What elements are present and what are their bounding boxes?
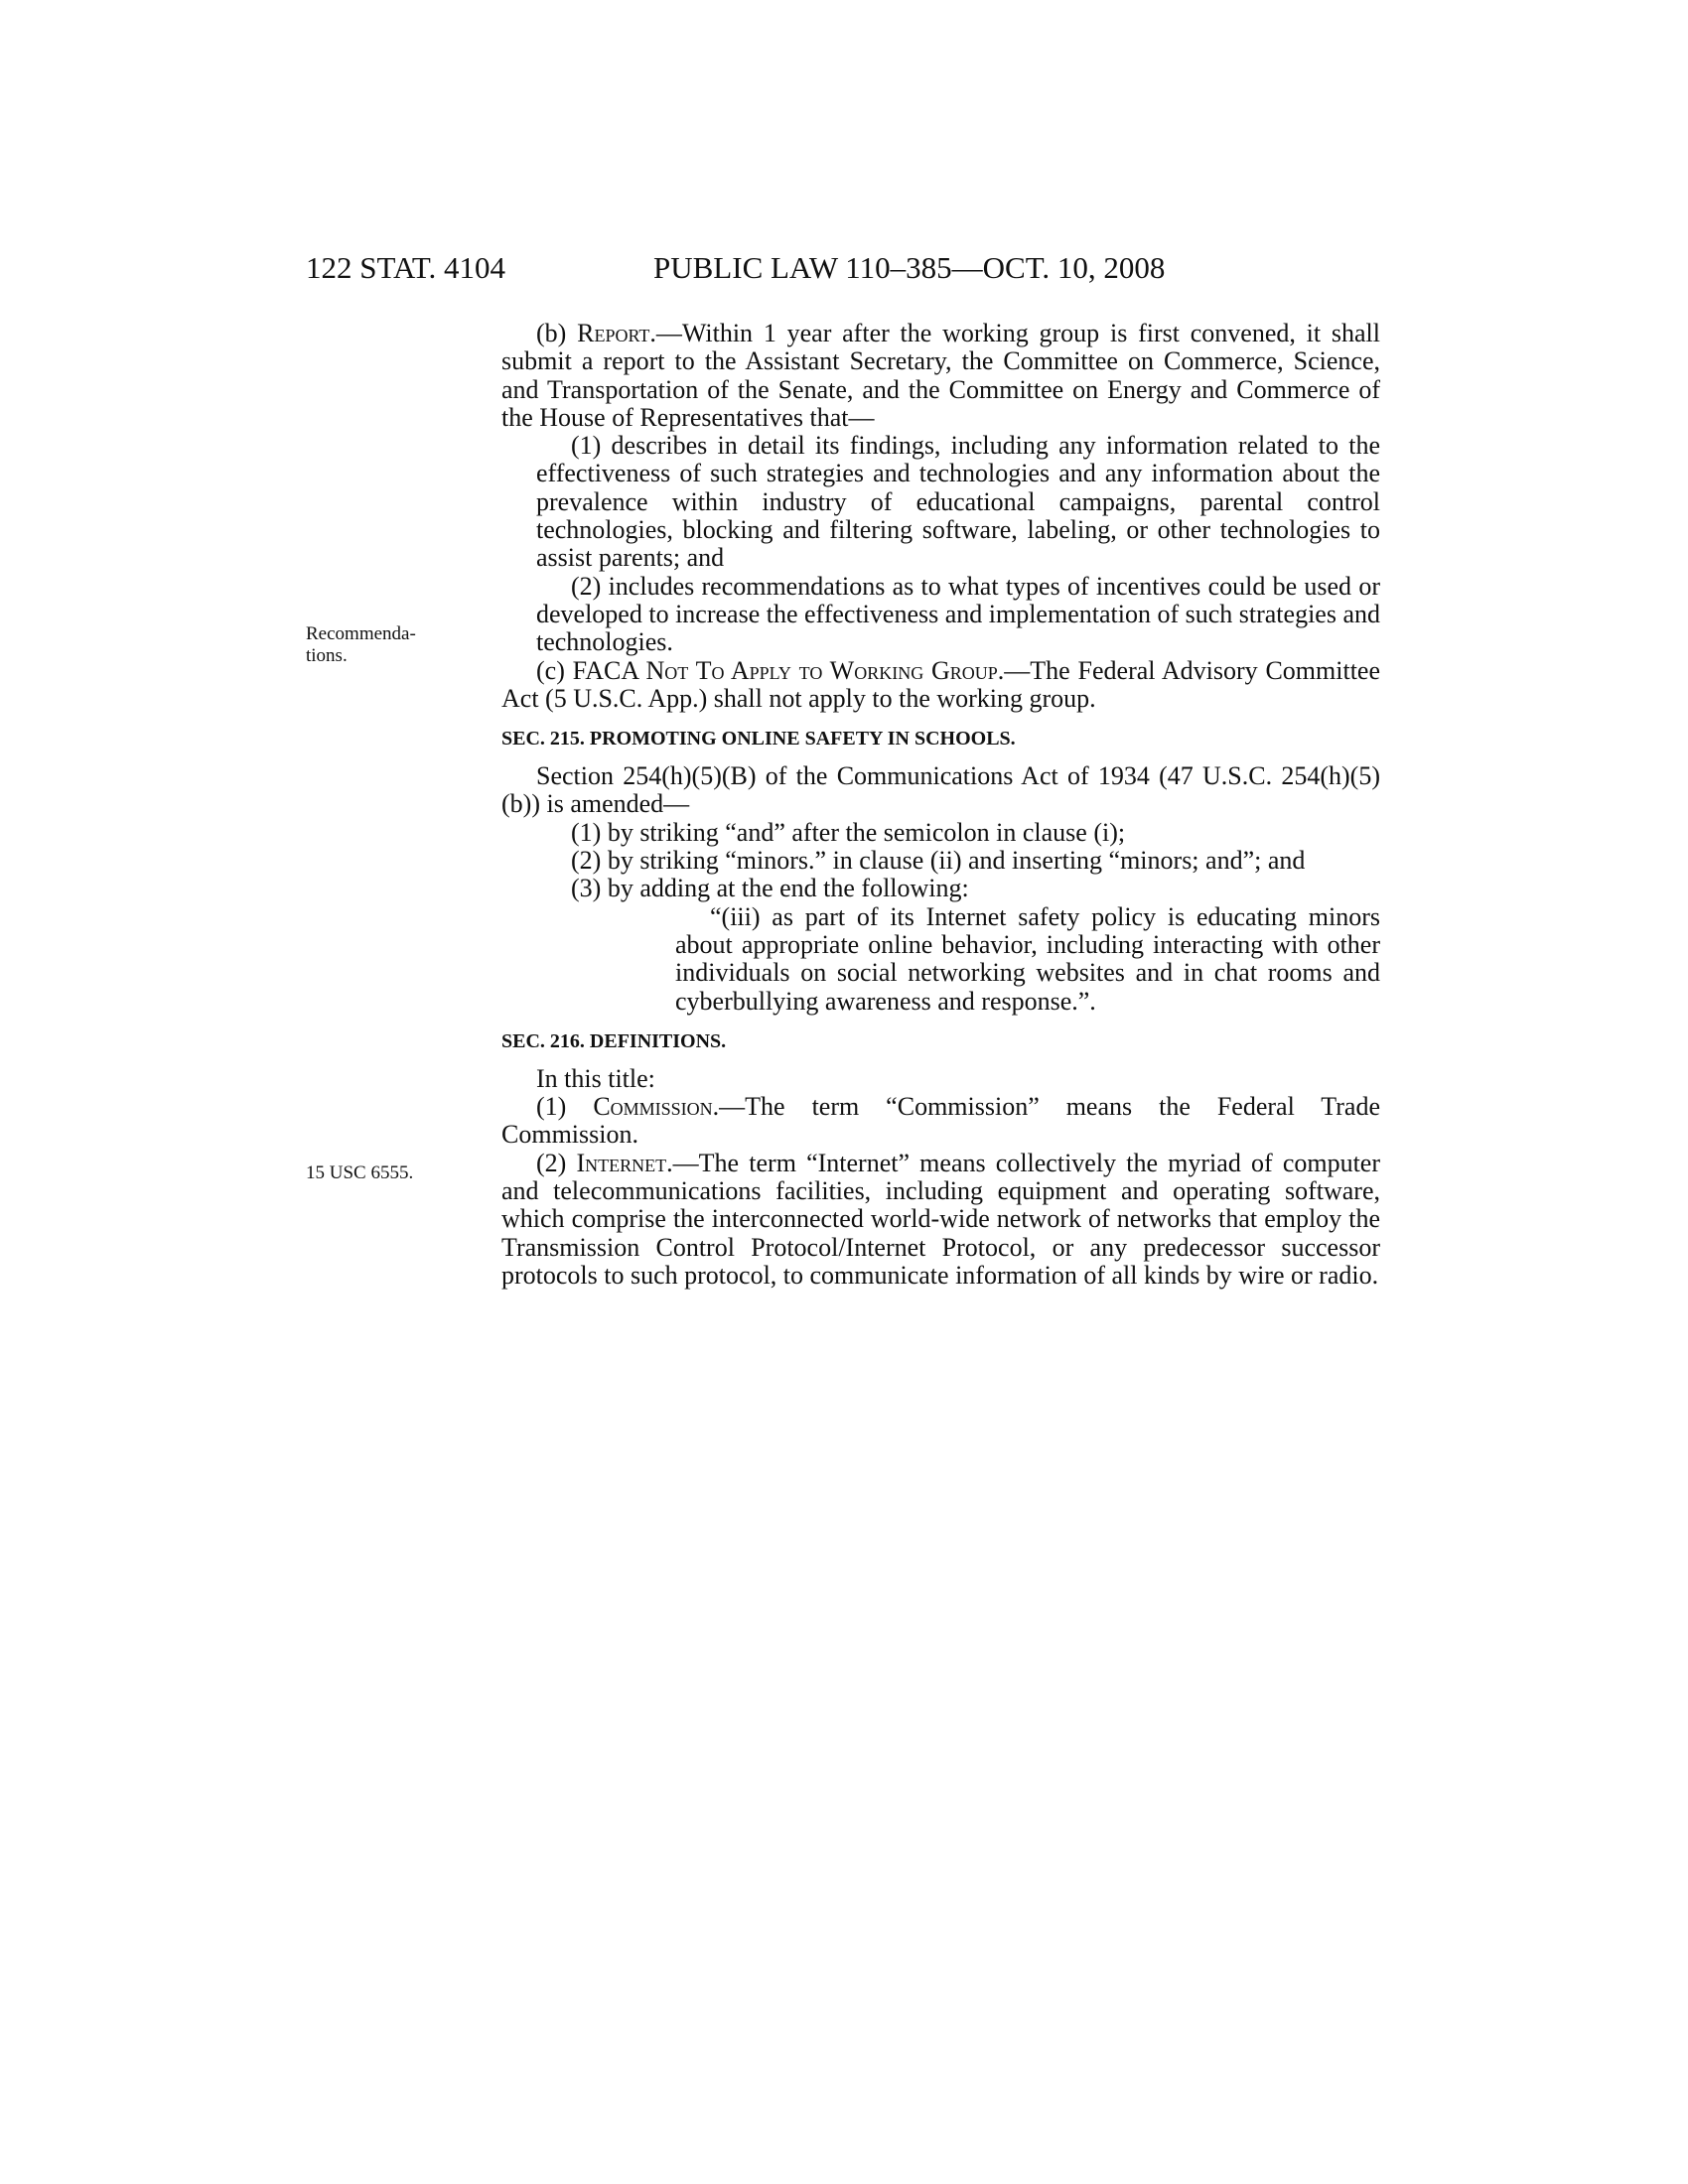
subsection-c	[501, 657, 1380, 714]
subsection-b	[501, 320, 1380, 432]
heading-dash: .—	[712, 1092, 746, 1122]
definition-term: Commission	[593, 1092, 713, 1122]
law-title: PUBLIC LAW 110–385—OCT. 10, 2008	[653, 250, 1166, 285]
definition-internet	[501, 1150, 1380, 1290]
subsection-text: Within 1 year after the working group is first convened, it shall submit a report to the Assistant Secretary, the Committee on Commerce, Science, and Transportation of the Senate, and the Committee on Energy and Commerce of the House of Representatives that—	[501, 319, 1380, 432]
heading-dash: .—	[666, 1148, 699, 1177]
section-216-heading: SEC. 216. DEFINITIONS.	[501, 1029, 727, 1052]
quoted-clause-iii: “(iii) as part of its Internet safety policy is educating minors about appropriate online behavior, including interacting with other individuals on social networking websites and in chat rooms and cyberbullying awareness and response.”.	[675, 901, 1380, 1016]
margin-note-line: Recommenda-	[306, 623, 416, 644]
definition-designation: (2)	[536, 1148, 567, 1177]
heading-dash: .—	[997, 655, 1031, 685]
margin-note-recommendations	[306, 623, 416, 667]
document-body	[501, 320, 1380, 1290]
amendment-item-3: (3) by adding at the end the following:	[571, 874, 969, 903]
subsection-designation: (c)	[536, 655, 565, 685]
definition-text: The term “Commission” means the Federal Trade Commission.	[501, 1092, 1381, 1150]
definition-term: Internet	[576, 1148, 667, 1177]
definition-commission	[501, 1093, 1380, 1150]
amendment-item-1: (1) by striking “and” after the semicolon in clause (i);	[571, 817, 1126, 847]
paragraph-1-findings: (1) describes in detail its findings, including any information related to the effectiveness of such strategies and technologies and any information about the prevalence within industry of educational campaigns, parental control technologies, blocking and filtering software, labeling, or other technologies to assist parents; and	[536, 431, 1380, 573]
subsection-text: The Federal Advisory Committee Act (5 U.S.C. App.) shall not apply to the working group.	[501, 655, 1380, 713]
stat-citation: 122 STAT. 4104	[306, 250, 506, 285]
margin-note-line: tions.	[306, 645, 348, 666]
running-head	[306, 248, 1378, 288]
amendment-item-2: (2) by striking “minors.” in clause (ii) and inserting “minors; and”; and	[571, 846, 1306, 876]
section-215-heading: SEC. 215. PROMOTING ONLINE SAFETY IN SCHOOLS.	[501, 728, 1016, 751]
heading-dash: .—	[649, 319, 682, 347]
subsection-designation: (b)	[536, 319, 567, 347]
subsection-heading: Report	[577, 319, 650, 347]
subsection-heading: FACA Not To Apply to Working Group	[572, 655, 998, 685]
definition-designation: (1)	[536, 1092, 567, 1122]
definition-text: The term “Internet” means collectively the myriad of computer and telecommunications facilities, including equipment and operating software, which comprise the interconnected world-wide network of networks that employ the Transmission Control Protocol/Internet Protocol, or any predecessor successor protocols to such protocol, to communicate information of all kinds by wire or radio.	[501, 1148, 1381, 1290]
paragraph-2-recommendations: (2) includes recommendations as to what types of incentives could be used or developed to increase the effectiveness and implementation of such strategies and technologies.	[536, 571, 1380, 657]
margin-note-usc: 15 USC 6555.	[306, 1162, 414, 1183]
section-216-intro: In this title:	[536, 1063, 655, 1093]
section-215-intro: Section 254(h)(5)(B) of the Communications Act of 1934 (47 U.S.C. 254(h)(5)(b)) is amended—	[501, 761, 1380, 819]
